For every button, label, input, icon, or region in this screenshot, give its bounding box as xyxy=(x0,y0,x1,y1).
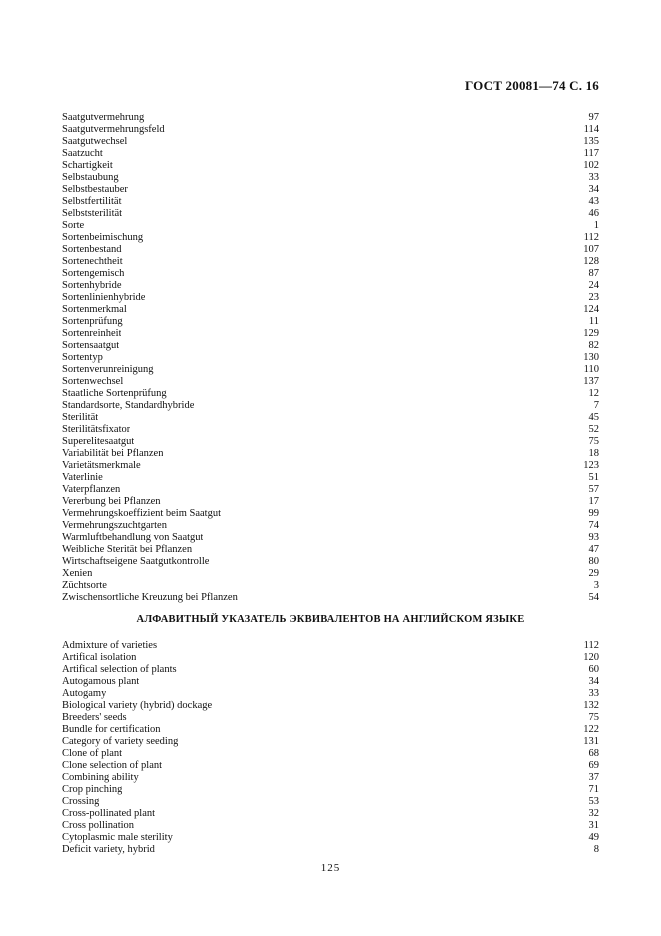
index-entry xyxy=(62,676,599,688)
index-page-ref: 80 xyxy=(588,556,599,567)
index-entry xyxy=(62,808,599,820)
index-entry xyxy=(62,580,599,592)
index-term: Sortenprüfung xyxy=(62,316,123,327)
index-entry xyxy=(62,508,599,520)
index-term: Weibliche Sterität bei Pflanzen xyxy=(62,544,193,555)
index-entry xyxy=(62,700,599,712)
index-entry xyxy=(62,760,599,772)
index-term: Xenien xyxy=(62,568,93,579)
index-term: Sortensaatgut xyxy=(62,340,120,351)
index-entry xyxy=(62,688,599,700)
index-term: Sterilitätsfixator xyxy=(62,424,131,435)
index-term: Saatgutvermehrung xyxy=(62,112,145,123)
index-term: Sorte xyxy=(62,220,85,231)
index-term: Sortenbeimischung xyxy=(62,232,144,243)
index-page-ref: 33 xyxy=(588,688,599,699)
index-entry xyxy=(62,520,599,532)
index-page-ref: 75 xyxy=(588,436,599,447)
index-term: Vererbung bei Pflanzen xyxy=(62,496,161,507)
index-term: Sortenbestand xyxy=(62,244,122,255)
index-page-ref: 122 xyxy=(583,724,599,735)
index-page-ref: 112 xyxy=(583,232,599,243)
index-term: Saatgutvermehrungsfeld xyxy=(62,124,165,135)
index-term: Autogamous plant xyxy=(62,676,140,687)
index-entry xyxy=(62,556,599,568)
index-page-ref: 129 xyxy=(583,328,599,339)
index-term: Sortenechtheit xyxy=(62,256,123,267)
index-entry xyxy=(62,592,599,604)
index-page-ref: 130 xyxy=(583,352,599,363)
index-term: Artifical selection of plants xyxy=(62,664,177,675)
index-term: Selbstfertilität xyxy=(62,196,122,207)
index-entry xyxy=(62,484,599,496)
index-term: Sortenverunreinigung xyxy=(62,364,154,375)
index-term: Sortenwechsel xyxy=(62,376,124,387)
index-page-ref: 68 xyxy=(588,748,599,759)
index-entry xyxy=(62,304,599,316)
index-term: Sortengemisch xyxy=(62,268,125,279)
index-entry xyxy=(62,400,599,412)
index-term: Category of variety seeding xyxy=(62,736,179,747)
index-page-ref: 49 xyxy=(588,832,599,843)
index-term: Staatliche Sortenprüfung xyxy=(62,388,167,399)
index-entry xyxy=(62,256,599,268)
index-entry xyxy=(62,460,599,472)
index-page-ref: 23 xyxy=(588,292,599,303)
english-index-heading: АЛФАВИТНЫЙ УКАЗАТЕЛЬ ЭКВИВАЛЕНТОВ НА АНГЛИЙСКОМ ЯЗЫКЕ xyxy=(136,614,525,625)
index-term: Superelitesaatgut xyxy=(62,436,135,447)
index-entry xyxy=(62,544,599,556)
index-term: Deficit variety, hybrid xyxy=(62,844,155,855)
index-entry xyxy=(62,736,599,748)
index-page-ref: 45 xyxy=(588,412,599,423)
german-index-list xyxy=(62,112,599,604)
index-term: Warmluftbehandlung von Saatgut xyxy=(62,532,204,543)
index-page-ref: 57 xyxy=(588,484,599,495)
index-entry xyxy=(62,448,599,460)
index-page-ref: 7 xyxy=(593,400,599,411)
index-page-ref: 120 xyxy=(583,652,599,663)
index-entry xyxy=(62,280,599,292)
index-term: Sortenhybride xyxy=(62,280,122,291)
index-entry xyxy=(62,364,599,376)
index-page-ref: 12 xyxy=(588,388,599,399)
index-page-ref: 52 xyxy=(588,424,599,435)
index-entry xyxy=(62,712,599,724)
index-term: Zwischensortliche Kreuzung bei Pflanzen xyxy=(62,592,238,603)
index-page-ref: 8 xyxy=(593,844,599,855)
index-page-ref: 128 xyxy=(583,256,599,267)
index-entry xyxy=(62,568,599,580)
index-page-ref: 137 xyxy=(583,376,599,387)
index-term: Varietätsmerkmale xyxy=(62,460,141,471)
index-page-ref: 24 xyxy=(588,280,599,291)
index-page-ref: 47 xyxy=(588,544,599,555)
index-page-ref: 135 xyxy=(583,136,599,147)
index-entry xyxy=(62,436,599,448)
index-page-ref: 17 xyxy=(588,496,599,507)
index-term: Clone of plant xyxy=(62,748,123,759)
index-page-ref: 71 xyxy=(588,784,599,795)
index-page-ref: 32 xyxy=(588,808,599,819)
index-page-ref: 51 xyxy=(588,472,599,483)
index-entry xyxy=(62,172,599,184)
index-term: Vaterlinie xyxy=(62,472,103,483)
index-term: Saatzucht xyxy=(62,148,103,159)
index-term: Vaterpflanzen xyxy=(62,484,121,495)
index-page-ref: 11 xyxy=(588,316,599,327)
index-entry xyxy=(62,784,599,796)
index-page-ref: 43 xyxy=(588,196,599,207)
index-page-ref: 1 xyxy=(593,220,599,231)
index-page-ref: 97 xyxy=(588,112,599,123)
index-entry xyxy=(62,160,599,172)
index-term: Vermehrungszuchtgarten xyxy=(62,520,167,531)
index-entry xyxy=(62,328,599,340)
index-entry xyxy=(62,820,599,832)
index-entry xyxy=(62,352,599,364)
index-entry xyxy=(62,424,599,436)
index-term: Crossing xyxy=(62,796,100,807)
index-entry xyxy=(62,796,599,808)
index-term: Biological variety (hybrid) dockage xyxy=(62,700,213,711)
index-term: Selbstbestauber xyxy=(62,184,128,195)
index-page-ref: 82 xyxy=(588,340,599,351)
index-page-ref: 18 xyxy=(588,448,599,459)
index-page-ref: 74 xyxy=(588,520,599,531)
index-term: Clone selection of plant xyxy=(62,760,163,771)
index-page-ref: 33 xyxy=(588,172,599,183)
index-page-ref: 69 xyxy=(588,760,599,771)
index-entry xyxy=(62,472,599,484)
index-entry xyxy=(62,244,599,256)
index-page-ref: 124 xyxy=(583,304,599,315)
index-entry xyxy=(62,124,599,136)
index-entry xyxy=(62,772,599,784)
index-term: Artifical isolation xyxy=(62,652,137,663)
index-page-ref: 75 xyxy=(588,712,599,723)
index-page-ref: 123 xyxy=(583,460,599,471)
index-page-ref: 99 xyxy=(588,508,599,519)
index-term: Variabilität bei Pflanzen xyxy=(62,448,164,459)
index-entry xyxy=(62,268,599,280)
index-term: Cross pollination xyxy=(62,820,135,831)
index-entry xyxy=(62,496,599,508)
index-entry xyxy=(62,232,599,244)
index-entry xyxy=(62,136,599,148)
index-page-ref: 110 xyxy=(583,364,599,375)
index-page-ref: 46 xyxy=(588,208,599,219)
index-entry xyxy=(62,292,599,304)
index-entry xyxy=(62,376,599,388)
index-term: Standardsorte, Standardhybride xyxy=(62,400,195,411)
index-entry xyxy=(62,652,599,664)
index-term: Bundle for certification xyxy=(62,724,161,735)
index-page-ref: 93 xyxy=(588,532,599,543)
index-entry xyxy=(62,832,599,844)
running-header: ГОСТ 20081—74 С. 16 xyxy=(465,78,599,93)
index-entry xyxy=(62,316,599,328)
index-term: Admixture of varieties xyxy=(62,640,158,651)
index-term: Saatgutwechsel xyxy=(62,136,128,147)
index-page-ref: 53 xyxy=(588,796,599,807)
index-term: Combining ability xyxy=(62,772,139,783)
index-term: Selbststerilität xyxy=(62,208,123,219)
index-entry xyxy=(62,748,599,760)
page-number: 125 xyxy=(320,862,341,874)
index-entry xyxy=(62,208,599,220)
index-term: Vermehrungskoeffizient beim Saatgut xyxy=(62,508,222,519)
index-term: Züchtsorte xyxy=(62,580,107,591)
index-page-ref: 29 xyxy=(588,568,599,579)
index-term: Sterilität xyxy=(62,412,99,423)
index-entry xyxy=(62,196,599,208)
index-page-ref: 31 xyxy=(588,820,599,831)
index-page-ref: 114 xyxy=(583,124,599,135)
index-page-ref: 117 xyxy=(583,148,599,159)
index-page-ref: 102 xyxy=(583,160,599,171)
index-page-ref: 131 xyxy=(583,736,599,747)
index-page-ref: 34 xyxy=(588,676,599,687)
index-entry xyxy=(62,112,599,124)
index-page-ref: 37 xyxy=(588,772,599,783)
index-entry xyxy=(62,388,599,400)
index-page-ref: 54 xyxy=(588,592,599,603)
index-page-ref: 112 xyxy=(583,640,599,651)
index-term: Sortenreinheit xyxy=(62,328,122,339)
index-entry xyxy=(62,220,599,232)
index-term: Cross-pollinated plant xyxy=(62,808,156,819)
index-term: Crop pinching xyxy=(62,784,123,795)
index-entry xyxy=(62,184,599,196)
index-entry xyxy=(62,532,599,544)
index-entry xyxy=(62,640,599,652)
index-term: Breeders' seeds xyxy=(62,712,127,723)
index-page-ref: 34 xyxy=(588,184,599,195)
index-entry xyxy=(62,412,599,424)
index-page-ref: 107 xyxy=(583,244,599,255)
index-term: Selbstaubung xyxy=(62,172,119,183)
index-term: Cytoplasmic male sterility xyxy=(62,832,173,843)
index-term: Sortentyp xyxy=(62,352,103,363)
index-term: Autogamy xyxy=(62,688,107,699)
index-entry xyxy=(62,724,599,736)
index-term: Schartigkeit xyxy=(62,160,113,171)
index-entry xyxy=(62,664,599,676)
index-page-ref: 87 xyxy=(588,268,599,279)
index-page-ref: 132 xyxy=(583,700,599,711)
index-entry xyxy=(62,148,599,160)
index-entry xyxy=(62,340,599,352)
index-entry xyxy=(62,844,599,856)
index-term: Wirtschaftseigene Saatgutkontrolle xyxy=(62,556,210,567)
index-term: Sortenmerkmal xyxy=(62,304,127,315)
english-index-list xyxy=(62,640,599,856)
index-page-ref: 3 xyxy=(593,580,599,591)
index-page-ref: 60 xyxy=(588,664,599,675)
index-term: Sortenlinienhybride xyxy=(62,292,146,303)
